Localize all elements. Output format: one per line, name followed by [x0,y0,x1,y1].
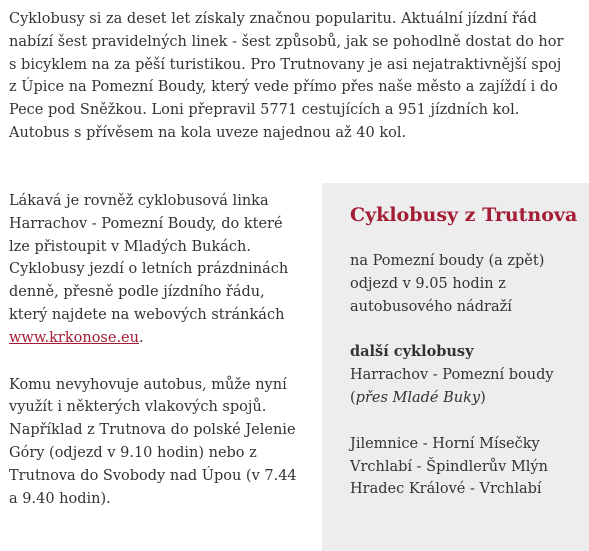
note-open: ( [350,389,356,406]
sidebar-title: Cyklobusy z Trutnova [350,204,578,226]
route-item: Jilemnice - Horní Mísečky [350,435,540,452]
train-paragraph: Komu nevyhovuje autobus, může nyní využít i některých vlakových spojů. Například z Trutnova do polské Jelenie Góry (odjezd v 9.10 hodin) nebo z Trutnova do Svobody nad Úpou (v 7.44 a 9.40 hodin). [9,376,297,507]
harrachov-route-note [350,387,579,410]
route-item: Vrchlabí - Špindlerův Mlýn [350,458,548,475]
trutnov-route: na Pomezní boudy (a zpět) odjezd v 9.05 hodin z autobusového nádraží [350,253,545,315]
cyclobus-line-text: Lákavá je rovněž cyklobusová linka Harrachov - Pomezní Boudy, do které lze přistoupit v Mladých Bukách. Cyklobusy jezdí o letních prázdninách denně, přesně podle jízdního řádu, který najdete na webových stránkách [9,193,289,323]
krkonose-link[interactable]: www.krkonose.eu [9,329,139,346]
other-cyclobuses [350,341,579,409]
route-list [350,433,579,501]
harrachov-route: Harrachov - Pomezní boudy [350,367,554,384]
cyclobus-line-paragraph [9,190,299,350]
other-cyclobuses-heading: další cyklobusy [350,343,474,361]
sidebar-box [322,183,589,551]
route-item: Hradec Králové - Vrchlabí [350,481,542,498]
intro-paragraph: Cyklobusy si za deset let získaly značnou popularitu. Aktuální jízdní řád nabízí šest pravidelných linek - šest způsobů, jak se pohodlně dostat do hor s bicyklem na za pěší turistikou. Pro Trutnovany je asi nejatraktivnější spoj z Úpice na Pomezní Boudy, který vede přímo přes naše město a zajíždí i do Pece pod Sněžkou. Loni přepravil 5771 cestujících a 951 jízdních kol. Autobus s přívěsem na kola uveze najednou až 40 kol. [9,11,564,141]
note-text: přes Mladé Buky [355,389,481,406]
left-column [9,190,299,510]
note-close: ) [480,389,486,406]
paragraph-end: . [138,329,144,346]
